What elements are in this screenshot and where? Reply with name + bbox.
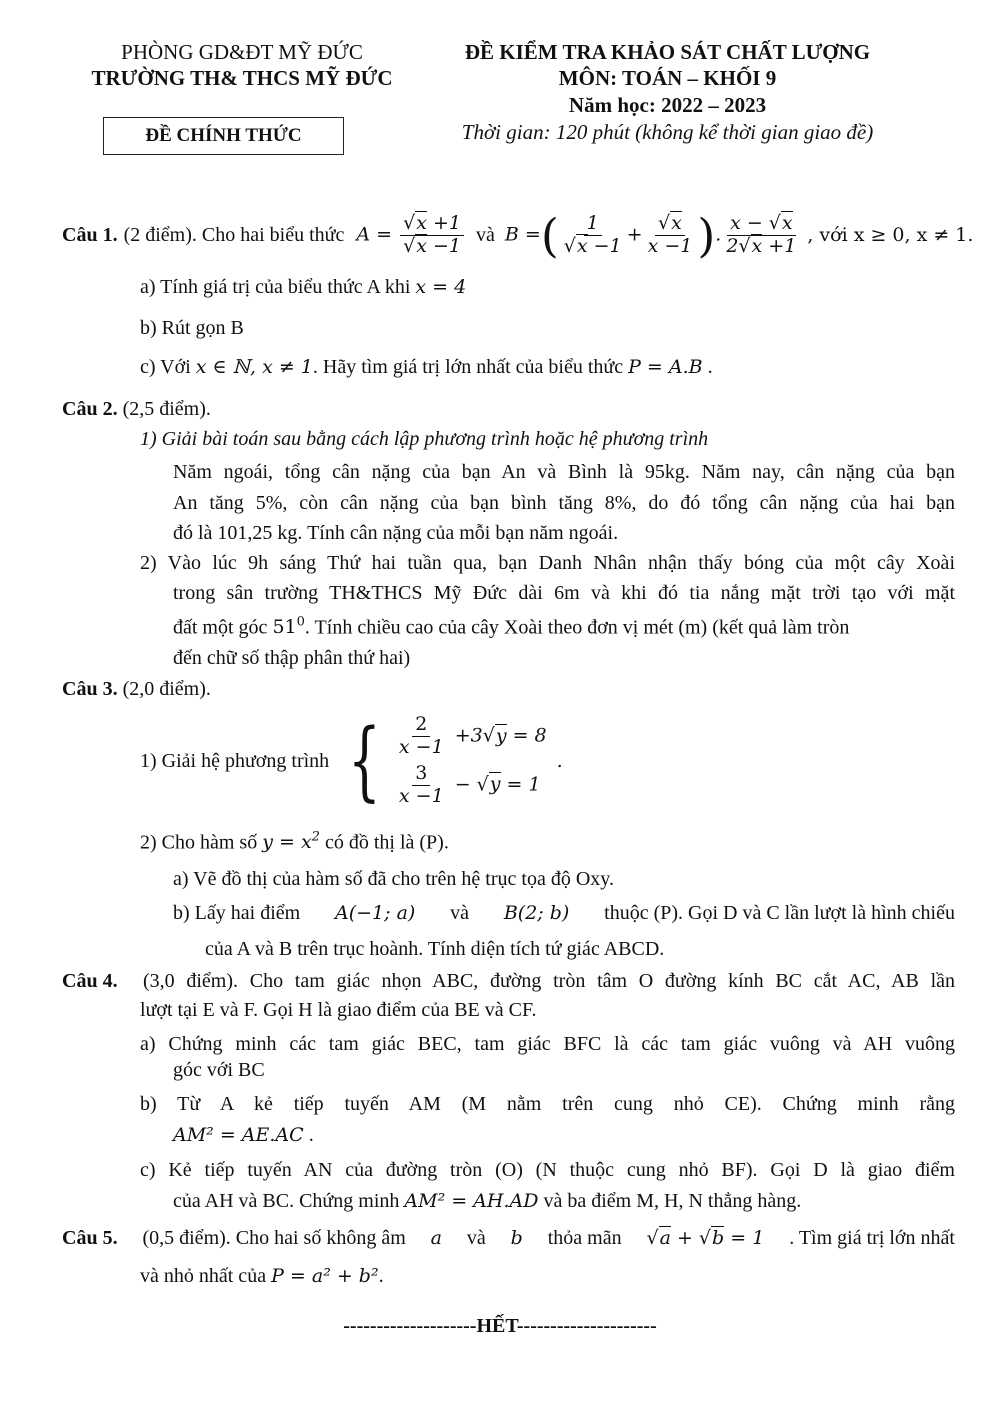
question-4b-math: AM² = AE.AC [173,1124,304,1146]
question-1c-text3: . [707,356,713,378]
question-5-text2: thỏa mãn [547,1227,622,1249]
question-4-label: Câu 4. [62,970,118,992]
question-4 [62,970,955,993]
question-3 [62,678,211,701]
question-3-part2b-text1: b) Lấy hai điểm [173,902,301,924]
question-5-label: Câu 5. [62,1227,118,1249]
department-name: PHÒNG GD&ĐT MỸ ĐỨC [121,40,363,64]
question-5-constraint: √a + √b = 1 [646,1227,765,1249]
angle-text-b: . Tính chiều cao của cây Xoài theo đơn vị mét (m) (kết quả làm tròn [304,616,850,639]
question-1a [140,276,466,299]
angle-text-a: đất một góc [173,616,268,639]
question-3-part1-text: 1) Giải hệ phương trình [140,749,330,772]
question-1c-text1: c) Với [140,356,191,378]
question-1-intro: (2 điểm). Cho hai biểu thức [123,223,345,246]
question-3-part2-text1: 2) Cho hàm số [140,831,258,854]
question-3-part2b [173,902,955,925]
question-4c-text2: và ba điểm M, H, N thẳng hàng. [543,1190,802,1212]
point-a: A(−1; a) [335,902,416,924]
equation-system: { $\frac{2}{x -1}$ +3√y = 8 $\frac{3}{x -1}$ − √y = 1 . [348,711,563,811]
question-4c-line2 [173,1190,801,1213]
angle-value: $51^0$ [272,615,305,639]
official-exam-box: ĐỀ CHÍNH THỨC [103,117,344,155]
question-5-text3: . Tìm giá trị lớn nhất [789,1227,955,1249]
question-4b-line1: b) Từ A kẻ tiếp tuyến AM (M nằm trên cung nhỏ CE). Chứng minh rằng [140,1093,955,1115]
exam-title: ĐỀ KIỂM TRA KHẢO SÁT CHẤT LƯỢNG [464,40,871,64]
angle-number: 51 [272,616,297,639]
question-5-math: P = a² + b² [271,1265,379,1287]
exam-duration: Thời gian: 120 phút (không kể thời gian giao đề) [461,120,874,144]
point-b: B(2; b) [503,902,570,924]
school-name: TRƯỜNG TH& THCS MỸ ĐỨC [91,66,393,90]
question-3-part2b-line2: của A và B trên trục hoành. Tính diện tích tứ giác ABCD. [205,938,665,960]
question-1a-math: x = 4 [415,276,467,298]
question-2-part2-line4: đến chữ số thập phân thứ hai) [173,647,411,669]
question-1c-text2: . Hãy tìm giá trị lớn nhất của biểu thức [312,356,624,378]
question-4a-line1: a) Chứng minh các tam giác BEC, tam giác BFC là các tam giác vuông và AH vuông [140,1033,955,1055]
question-3-part2-text2: có đồ thị là (P). [324,831,449,854]
question-2-label: Câu 2. [62,398,118,420]
equation-1: $\frac{2}{x -1}$ +3√y = 8 [398,713,547,759]
condition: , với x ≥ 0, x ≠ 1. [807,224,974,246]
end-marker: --------------------HẾT--------------------- [343,1315,657,1337]
question-4b-line2: AM² = AE.AC . [173,1124,314,1146]
question-1c-math: x ∈ ℕ, x ≠ 1 [195,356,313,378]
question-2-part2-line1: 2) Vào lúc 9h sáng Thứ hai tuần qua, bạn Danh Nhân nhận thấy bóng của một cây Xoài [140,552,955,574]
question-5-text4: và nhỏ nhất của [140,1265,267,1287]
question-2-part1-title: 1) Giải bài toán sau bằng cách lập phương trình hoặc hệ phương trình [140,428,709,450]
equation-2: $\frac{3}{x -1}$ − √y = 1 [398,762,541,807]
question-1c-math2: P = A.B [628,356,703,378]
question-2-intro: (2,5 điểm). [122,398,211,420]
question-1 [62,205,973,265]
expression-a: A = $\frac{√x +1}{√x -1}$ [356,213,466,258]
question-2-part1-line1: Năm ngoái, tổng cân nặng của bạn An và Bình là 95kg. Năm nay, cân nặng của bạn [173,461,955,483]
question-3-label: Câu 3. [62,678,118,700]
subject-grade: MÔN: TOÁN – KHỐI 9 [558,66,777,90]
question-2 [62,398,211,421]
school-year: Năm học: 2022 – 2023 [568,93,767,117]
question-3-part2b-text2: thuộc (P). Gọi D và C lần lượt là hình chiếu [604,902,955,924]
var-b: b [510,1227,523,1249]
question-4-line2: lượt tại E và F. Gọi H là giao điểm của BE và CF. [140,999,537,1021]
question-3-part2a: a) Vẽ đồ thị của hàm số đã cho trên hệ trục tọa độ Oxy. [173,868,614,890]
question-1-label: Câu 1. [62,223,118,246]
question-4c-line1: c) Kẻ tiếp tuyến AN của đường tròn (O) (N thuộc cung nhỏ BF). Gọi D là giao điểm [140,1159,955,1181]
question-5-and: và [466,1227,486,1249]
expression-b: B =( $\frac{1}{√x -1}$ + $\frac{√x}{x -1}$ ). $\frac{x - √x}{2√x +1}$ [504,208,797,262]
question-3-part2 [140,830,449,854]
question-5-line2 [140,1265,384,1288]
question-1b: b) Rút gọn B [140,317,244,339]
question-5-text1: (0,5 điểm). Cho hai số không âm [142,1227,406,1249]
question-4c-math: AM² = AH.AD [404,1190,539,1212]
question-3-intro: (2,0 điểm). [122,678,211,700]
question-3-part2b-and: và [450,902,470,924]
question-5-text5: . [378,1265,384,1287]
function-y-text: y = x [262,831,312,854]
question-5 [62,1227,955,1250]
question-2-part2-line3 [173,615,849,639]
question-1c [140,356,713,379]
question-2-part1-line2: An tăng 5%, còn cân nặng của bạn bình tăng 8%, do đó tổng cân nặng của hai bạn [173,492,955,514]
question-1a-text: a) Tính giá trị của biểu thức A khi [140,276,411,298]
question-4c-text1: của AH và BC. Chứng minh [173,1190,400,1212]
question-3-part1 [140,705,563,817]
question-4a-line2: góc với BC [173,1059,265,1081]
question-2-part1-line3: đó là 101,25 kg. Tính cân nặng của mỗi bạn năm ngoái. [173,522,619,544]
var-a: a [430,1227,442,1249]
and-text: và [476,223,495,246]
question-2-part2-line2: trong sân trường TH&THCS Mỹ Đức dài 6m và khi đó tia nắng mặt trời tạo với mặt [173,582,955,604]
question-4-line1: (3,0 điểm). Cho tam giác nhọn ABC, đường tròn tâm O đường kính BC cắt AC, AB lần [143,970,955,992]
function-y: $y = x^2$ [262,830,320,854]
